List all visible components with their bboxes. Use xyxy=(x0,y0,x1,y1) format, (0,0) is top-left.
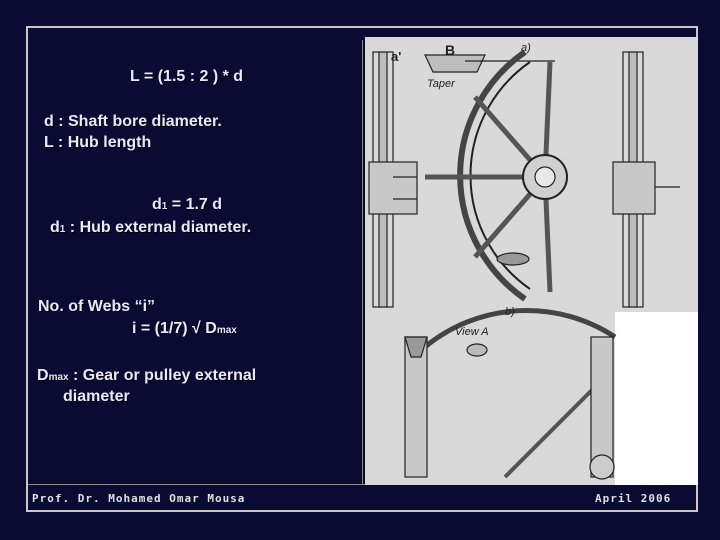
definition-d: d : Shaft bore diameter. xyxy=(44,113,222,130)
definition-dmax-line2: diameter xyxy=(63,388,130,405)
definition-d1 xyxy=(50,219,251,237)
divider-vertical xyxy=(362,40,363,484)
footer-author: Prof. Dr. Mohamed Omar Mousa xyxy=(32,492,246,505)
formula-d1-rest: = 1.7 d xyxy=(167,196,223,213)
bottom-left-section xyxy=(405,337,427,477)
definition-dmax xyxy=(37,367,256,385)
definition-dmax-rest: : Gear or pulley external xyxy=(68,367,257,384)
gear-pulley-drawing xyxy=(365,37,698,485)
left-hub-section xyxy=(369,162,417,214)
formula-d1-subscript: 1 xyxy=(161,201,168,212)
drawing-svg xyxy=(365,37,698,485)
footer-date: April 2006 xyxy=(595,492,672,505)
bottom-rim-arc xyxy=(425,310,615,347)
definition-d1-base: d xyxy=(50,219,60,236)
definition-dmax-base: D xyxy=(37,367,49,384)
bottom-hub-circle xyxy=(590,455,614,479)
webs-formula-subscript: max xyxy=(216,325,237,336)
definition-d1-subscript: 1 xyxy=(59,224,66,235)
definition-L: L : Hub length xyxy=(44,134,152,151)
right-hub-section xyxy=(613,162,655,214)
label-view-a: View A xyxy=(455,326,489,338)
webs-formula-base: i = (1/7) √ D xyxy=(132,320,217,337)
label-B: B xyxy=(445,42,456,58)
webs-title: No. of Webs “i” xyxy=(38,298,156,315)
view-a-section xyxy=(467,344,487,356)
formula-d1 xyxy=(152,196,222,214)
label-taper: Taper xyxy=(427,78,455,90)
definition-d1-rest: : Hub external diameter. xyxy=(65,219,252,236)
label-a-prime: a' xyxy=(391,49,402,64)
definition-dmax-subscript: max xyxy=(48,372,69,383)
spoke-cross-section xyxy=(497,253,529,265)
bottom-spoke xyxy=(505,377,605,477)
label-a: a) xyxy=(521,42,531,54)
formula-hub-length: L = (1.5 : 2 ) * d xyxy=(130,68,244,85)
label-b: b) xyxy=(505,306,515,318)
webs-formula xyxy=(132,320,237,338)
formula-d1-base: d xyxy=(152,196,162,213)
hub-bore-circle xyxy=(535,167,555,187)
